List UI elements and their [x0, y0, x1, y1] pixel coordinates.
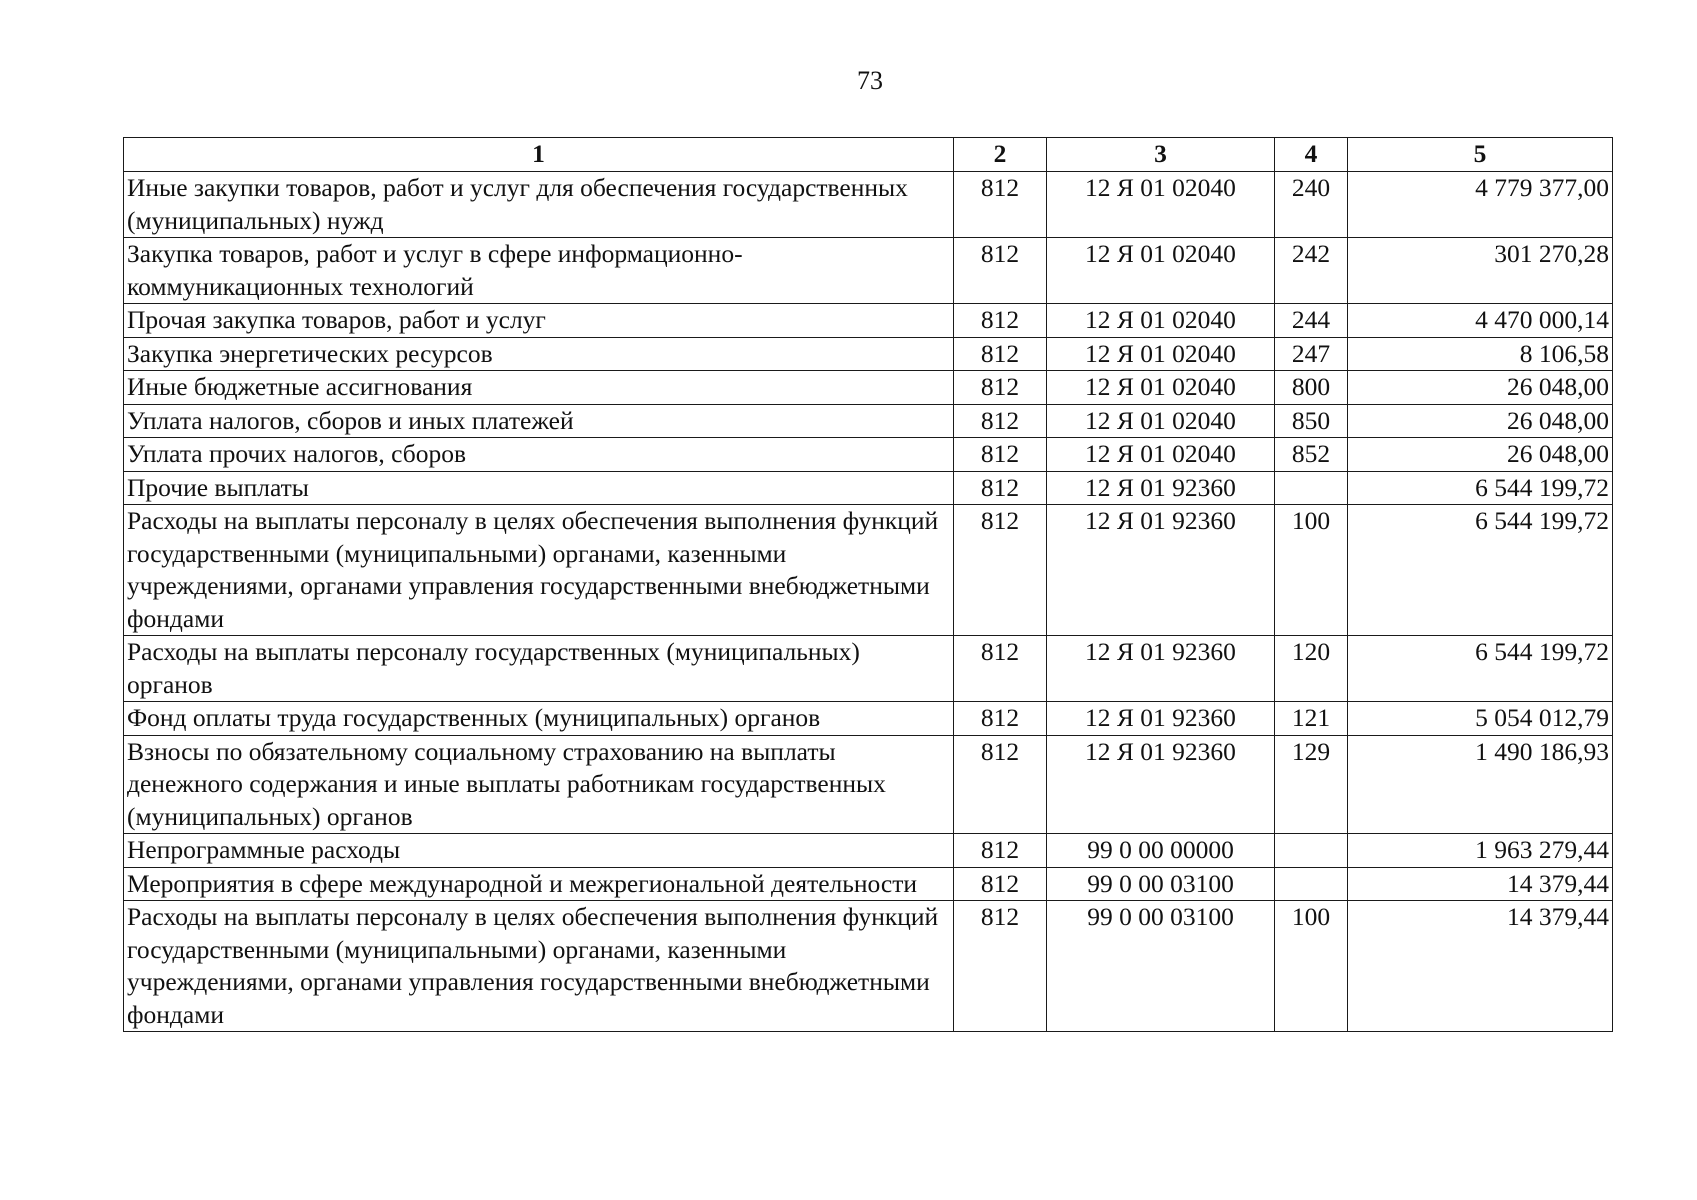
row-ministry-code: 812	[954, 337, 1047, 371]
row-description: Иные бюджетные ассигнования	[124, 371, 954, 405]
row-amount: 4 470 000,14	[1348, 304, 1613, 338]
row-ministry-code: 812	[954, 438, 1047, 472]
row-target-code: 99 0 00 00000	[1047, 834, 1275, 868]
row-ministry-code: 812	[954, 471, 1047, 505]
row-expense-type: 800	[1275, 371, 1348, 405]
row-expense-type	[1275, 834, 1348, 868]
row-expense-type: 247	[1275, 337, 1348, 371]
row-target-code: 12 Я 01 92360	[1047, 471, 1275, 505]
row-expense-type: 240	[1275, 172, 1348, 238]
table-row	[124, 471, 1613, 505]
row-amount: 26 048,00	[1348, 371, 1613, 405]
row-expense-type: 852	[1275, 438, 1348, 472]
row-description: Уплата налогов, сборов и иных платежей	[124, 404, 954, 438]
row-ministry-code: 812	[954, 867, 1047, 901]
row-description: Закупка товаров, работ и услуг в сфере информационно-коммуникационных технологий	[124, 238, 954, 304]
row-target-code: 12 Я 01 02040	[1047, 238, 1275, 304]
row-description: Прочая закупка товаров, работ и услуг	[124, 304, 954, 338]
row-target-code: 12 Я 01 92360	[1047, 505, 1275, 636]
row-amount: 8 106,58	[1348, 337, 1613, 371]
row-amount: 6 544 199,72	[1348, 636, 1613, 702]
table-row	[124, 505, 1613, 636]
row-expense-type: 244	[1275, 304, 1348, 338]
row-target-code: 12 Я 01 92360	[1047, 735, 1275, 834]
row-amount: 1 963 279,44	[1348, 834, 1613, 868]
page-number: 73	[857, 66, 883, 95]
row-description: Мероприятия в сфере международной и межрегиональной деятельности	[124, 867, 954, 901]
table-row	[124, 337, 1613, 371]
row-amount: 1 490 186,93	[1348, 735, 1613, 834]
table-row	[124, 702, 1613, 736]
row-amount: 6 544 199,72	[1348, 471, 1613, 505]
table-row	[124, 735, 1613, 834]
row-target-code: 12 Я 01 02040	[1047, 404, 1275, 438]
row-target-code: 99 0 00 03100	[1047, 901, 1275, 1032]
row-description: Фонд оплаты труда государственных (муниципальных) органов	[124, 702, 954, 736]
row-ministry-code: 812	[954, 505, 1047, 636]
row-ministry-code: 812	[954, 172, 1047, 238]
row-target-code: 12 Я 01 02040	[1047, 172, 1275, 238]
table-row	[124, 834, 1613, 868]
row-ministry-code: 812	[954, 238, 1047, 304]
table-header-row	[124, 138, 1613, 172]
row-expense-type	[1275, 471, 1348, 505]
column-header-5: 5	[1348, 138, 1613, 172]
row-amount: 14 379,44	[1348, 867, 1613, 901]
row-ministry-code: 812	[954, 304, 1047, 338]
row-description: Закупка энергетических ресурсов	[124, 337, 954, 371]
row-expense-type: 120	[1275, 636, 1348, 702]
row-description: Непрограммные расходы	[124, 834, 954, 868]
table-body	[124, 172, 1613, 1032]
table-row	[124, 238, 1613, 304]
row-description: Расходы на выплаты персоналу в целях обеспечения выполнения функций государственными (муниципальными) органами, казенными учреждениями, органами управления государственными внебюджетными фондами	[124, 901, 954, 1032]
row-description: Прочие выплаты	[124, 471, 954, 505]
column-header-2: 2	[954, 138, 1047, 172]
row-target-code: 12 Я 01 92360	[1047, 702, 1275, 736]
row-expense-type: 129	[1275, 735, 1348, 834]
row-ministry-code: 812	[954, 735, 1047, 834]
row-amount: 5 054 012,79	[1348, 702, 1613, 736]
row-expense-type	[1275, 867, 1348, 901]
column-header-4: 4	[1275, 138, 1348, 172]
table-row	[124, 867, 1613, 901]
row-expense-type: 121	[1275, 702, 1348, 736]
column-header-1: 1	[124, 138, 954, 172]
row-target-code: 12 Я 01 02040	[1047, 438, 1275, 472]
table-row	[124, 404, 1613, 438]
table-row	[124, 901, 1613, 1032]
row-target-code: 12 Я 01 92360	[1047, 636, 1275, 702]
row-description: Расходы на выплаты персоналу государственных (муниципальных) органов	[124, 636, 954, 702]
row-expense-type: 242	[1275, 238, 1348, 304]
row-ministry-code: 812	[954, 636, 1047, 702]
row-ministry-code: 812	[954, 834, 1047, 868]
row-ministry-code: 812	[954, 404, 1047, 438]
table-row	[124, 636, 1613, 702]
row-ministry-code: 812	[954, 702, 1047, 736]
row-target-code: 12 Я 01 02040	[1047, 304, 1275, 338]
table-row	[124, 438, 1613, 472]
row-description: Расходы на выплаты персоналу в целях обеспечения выполнения функций государственными (муниципальными) органами, казенными учреждениями, органами управления государственными внебюджетными фондами	[124, 505, 954, 636]
table-row	[124, 172, 1613, 238]
row-description: Уплата прочих налогов, сборов	[124, 438, 954, 472]
table-row	[124, 371, 1613, 405]
row-target-code: 12 Я 01 02040	[1047, 337, 1275, 371]
row-ministry-code: 812	[954, 901, 1047, 1032]
row-amount: 301 270,28	[1348, 238, 1613, 304]
row-target-code: 99 0 00 03100	[1047, 867, 1275, 901]
row-amount: 26 048,00	[1348, 404, 1613, 438]
row-expense-type: 100	[1275, 505, 1348, 636]
row-description: Иные закупки товаров, работ и услуг для обеспечения государственных (муниципальных) нужд	[124, 172, 954, 238]
row-expense-type: 850	[1275, 404, 1348, 438]
row-target-code: 12 Я 01 02040	[1047, 371, 1275, 405]
row-amount: 26 048,00	[1348, 438, 1613, 472]
column-header-3: 3	[1047, 138, 1275, 172]
row-description: Взносы по обязательному социальному страхованию на выплаты денежного содержания и иные выплаты работникам государственных (муниципальных) органов	[124, 735, 954, 834]
table-row	[124, 304, 1613, 338]
row-amount: 6 544 199,72	[1348, 505, 1613, 636]
row-amount: 14 379,44	[1348, 901, 1613, 1032]
budget-table	[123, 137, 1613, 1032]
row-expense-type: 100	[1275, 901, 1348, 1032]
row-amount: 4 779 377,00	[1348, 172, 1613, 238]
row-ministry-code: 812	[954, 371, 1047, 405]
